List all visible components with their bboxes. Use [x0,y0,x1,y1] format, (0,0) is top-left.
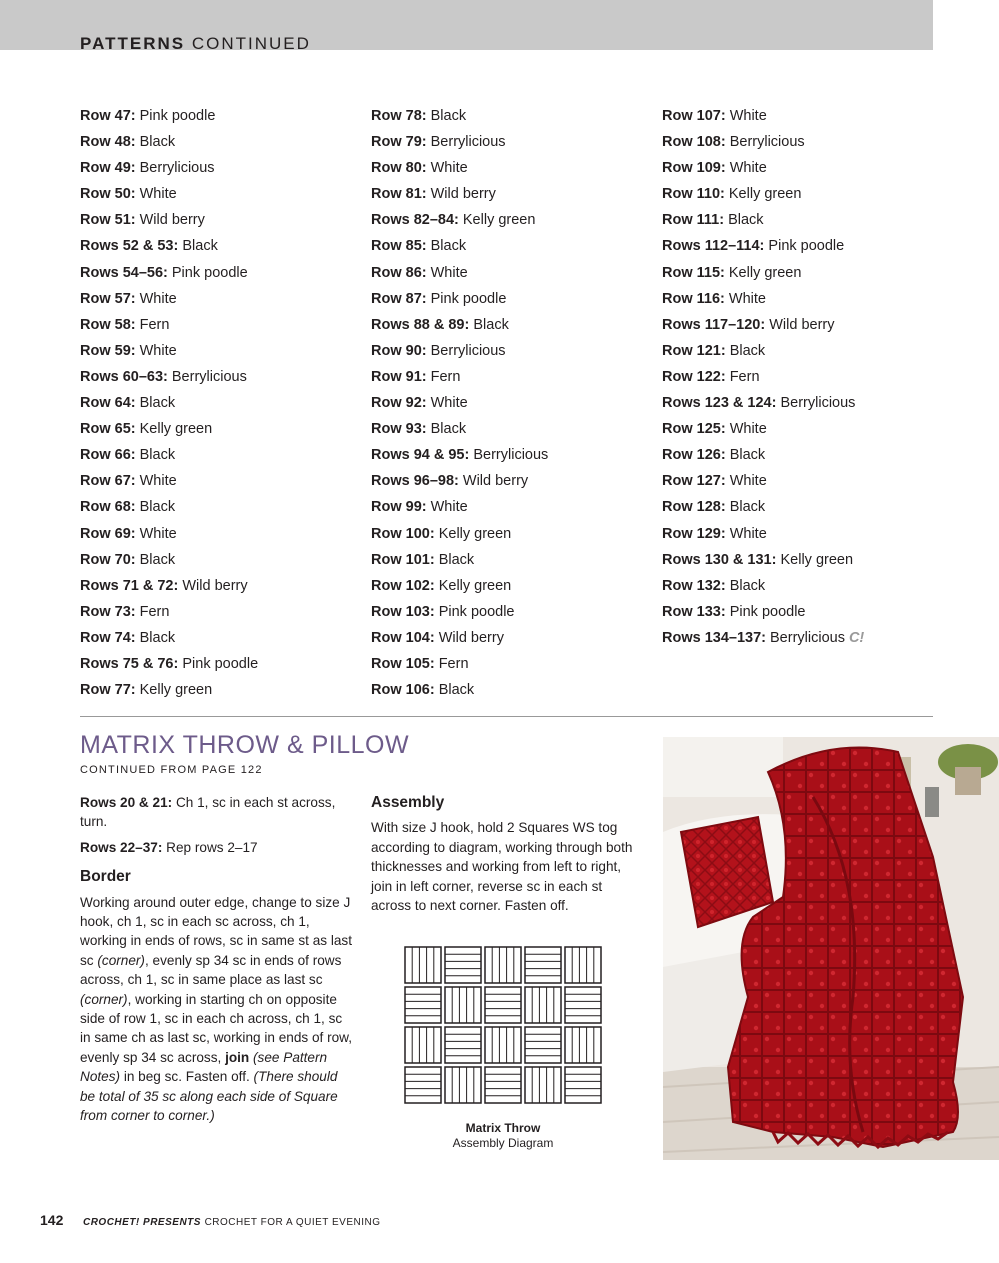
row-color-item [371,210,651,236]
row-color-item [371,263,651,289]
row-color: Berrylicious [171,368,247,385]
footer-book-title: CROCHET FOR A QUIET EVENING [204,1217,381,1228]
row-color-item [662,263,942,289]
row-color-item [662,497,942,523]
row-label: Row 93: [371,421,427,438]
row-color: White [729,473,767,490]
row-label: Row 100: [371,525,435,542]
diagram-square [405,987,441,1023]
border-text: Working around outer edge, change to size J hook, ch 1, sc in each sc across, ch 1, working in ends of rows, sc in same st as last sc (corner), evenly sp 34 sc in ends of rows across, ch 1, sc in same place as last sc (corner), working in starting ch on opposite side of row 1, sc in each ch across, ch 1, sc in same ch as last sc, working in ends of row, evenly sp 34 sc across, join (see Pattern Notes) in beg sc. Fasten off. (There should be total of 35 sc along each side of Square from corner to corner.) [80,894,352,1124]
row-label: Rows 75 & 76: [80,655,179,672]
row-color-item [80,497,360,523]
row-color: Pink poodle [768,238,845,255]
assembly-text: With size J hook, hold 2 Squares WS tog according to diagram, working through both thicknesses and working from left to right, join in left corner, reverse sc in each st across to next corner. Fasten off. [371,820,633,914]
row-label: Row 106: [371,682,435,699]
assembly-diagram [402,944,604,1106]
row-color-item [371,236,651,262]
row-label: Row 87: [371,290,427,307]
assembly-heading: Assembly [371,794,445,811]
row-color: Black [728,212,764,229]
row-label: Row 109: [662,160,726,177]
diagram-square [525,1027,561,1063]
row-color: Black [729,447,766,464]
row-label: Row 102: [371,577,435,594]
row-color: White [139,473,177,490]
row-color-item [371,106,651,132]
row-color-item [371,602,651,628]
row-color: Fern [430,368,461,385]
row-label: Row 69: [80,525,136,542]
throw-and-pillow-photo [663,737,999,1160]
row-color: Black [438,551,475,568]
row-color: Kelly green [139,682,213,699]
row-label: Row 74: [80,629,136,646]
row-color: Black [438,682,475,699]
row-label: Row 58: [80,316,136,333]
diagram-square [405,947,441,983]
row-color: Black [430,238,467,255]
row-color-item [80,158,360,184]
row-color-item [80,341,360,367]
row-color: White [139,342,177,359]
row-color: White [430,160,468,177]
section-divider [80,716,933,717]
page-footer [40,1212,381,1228]
border-heading: Border [80,868,131,886]
diagram-square [485,987,521,1023]
row-color-item [662,158,942,184]
row-label: Row 59: [80,342,136,359]
diagram-square [565,1067,601,1103]
diagram-square [445,1027,481,1063]
row-color-item [80,367,360,393]
row-color: Wild berry [139,212,205,229]
row-color: Pink poodle [430,290,507,307]
row-color: Black [729,577,766,594]
row-color: Black [139,395,176,412]
row-label: Rows 134–137: [662,629,766,646]
row-color: Black [729,499,766,516]
row-label: Rows 130 & 131: [662,551,777,568]
row-color: Berrylicious [139,160,215,177]
row-color-item [80,654,360,680]
row-color: Wild berry [430,186,496,203]
diagram-square [405,1027,441,1063]
row-color: Wild berry [182,577,248,594]
row-color-item [371,315,651,341]
row-label: Row 47: [80,108,136,124]
row-label: Rows 88 & 89: [371,316,470,333]
row-label: Row 51: [80,212,136,229]
row-color: Black [139,134,176,151]
row-color-item [662,184,942,210]
row-label: Row 103: [371,603,435,620]
row-color: Wild berry [769,316,835,333]
rows-20-21 [80,793,355,832]
row-color: Berrylicious [430,134,506,151]
row-label: Rows 96–98: [371,473,459,490]
section-title: MATRIX THROW & PILLOW [80,731,410,759]
row-color: Berrylicious [729,134,805,151]
diagram-square [485,1027,521,1063]
row-label: Rows 60–63: [80,368,168,385]
row-color-item [371,158,651,184]
row-color-item [80,680,360,706]
row-color-item [371,550,651,576]
row-color: White [729,160,767,177]
row-color-item [662,576,942,602]
row-color: Wild berry [438,629,504,646]
row-color-item [371,419,651,445]
row-color-item [371,367,651,393]
row-color-item [371,132,651,158]
row-color-item [80,602,360,628]
row-label: Row 79: [371,134,427,151]
row-color-item [371,471,651,497]
row-label: Row 132: [662,577,726,594]
diagram-square [565,1027,601,1063]
diagram-square [525,987,561,1023]
row-label: Row 122: [662,368,726,385]
row-label: Row 125: [662,421,726,438]
row-label: Row 91: [371,368,427,385]
row-label: Row 85: [371,238,427,255]
row-color-item [371,393,651,419]
row-label: Row 110: [662,186,725,203]
row-color: White [430,499,468,516]
row-label: Rows 117–120: [662,316,766,333]
row-color-item [662,524,942,550]
page-number: 142 [40,1212,64,1228]
row-color: Kelly green [728,264,802,281]
row-color-item [80,471,360,497]
row-color-item [371,184,651,210]
row-color: Black [729,342,766,359]
row-label: Row 104: [371,629,435,646]
row-label: Rows 52 & 53: [80,238,179,255]
row-label: Rows 112–114: [662,238,765,255]
row-color: Pink poodle [182,655,259,672]
row-color-item [662,550,942,576]
row-color: Fern [729,368,760,385]
row-color-item [80,263,360,289]
row-color-item [80,445,360,471]
row-label: Row 128: [662,499,726,516]
diagram-square [445,947,481,983]
diagram-square [485,1067,521,1103]
row-label: Row 57: [80,290,136,307]
row-label: Row 86: [371,264,427,281]
row-color-item [80,132,360,158]
row-color: White [139,186,177,203]
row-label: Rows 54–56: [80,264,168,281]
diagram-caption: Assembly Diagram [452,1136,554,1150]
row-color-item [662,341,942,367]
header-title-bold: PATTERNS [80,34,186,53]
rows-20-21-label: Rows 20 & 21: [80,795,173,810]
row-color-item [80,106,360,132]
row-color: Kelly green [728,186,802,203]
row-color: Black [139,629,176,646]
row-color: Pink poodle [438,603,515,620]
row-color: Pink poodle [729,603,806,620]
row-color-item [662,315,942,341]
row-color-item [662,106,942,132]
end-mark-icon: C! [848,629,865,646]
row-color-item [80,184,360,210]
row-label: Row 90: [371,342,427,359]
footer-brand: CROCHET! PRESENTS [82,1217,201,1228]
row-color-item [80,210,360,236]
row-label: Row 70: [80,551,136,568]
row-color: White [729,525,767,542]
row-color-item [80,315,360,341]
row-color-item [371,680,651,706]
row-label: Row 126: [662,447,726,464]
row-label: Rows 123 & 124: [662,395,777,412]
row-color: White [139,525,177,542]
row-label: Row 99: [371,499,427,516]
row-color: Wild berry [462,473,529,490]
row-color: White [729,108,767,124]
row-color: Pink poodle [139,108,216,124]
row-color: Kelly green [462,212,536,229]
row-label: Row 50: [80,186,136,203]
row-label: Row 80: [371,160,427,177]
row-color-item [662,393,942,419]
header-title-rest: CONTINUED [191,34,311,53]
diagram-square [525,1067,561,1103]
row-color: Pink poodle [171,264,248,281]
diagram-square [405,1067,441,1103]
row-color-item [80,550,360,576]
row-label: Row 77: [80,682,136,699]
row-label: Row 133: [662,603,726,620]
row-color: Black [139,499,176,516]
row-column-3 [662,106,942,654]
row-color: Black [182,238,218,255]
row-color: Berrylicious [780,395,856,412]
row-label: Rows 71 & 72: [80,577,179,594]
row-color: White [430,395,468,412]
diagram-square [565,987,601,1023]
row-color: Berrylicious [473,447,549,464]
row-column-1 [80,106,360,706]
row-color-item [662,289,942,315]
row-color-item [80,419,360,445]
row-label: Row 49: [80,160,136,177]
row-label: Row 127: [662,473,726,490]
row-color: Kelly green [139,421,213,438]
row-color: Black [139,551,176,568]
row-color-item [662,132,942,158]
rows-22-37-label: Rows 22–37: [80,839,163,855]
row-color: Black [430,108,467,124]
diagram-square [565,947,601,983]
diagram-square [525,947,561,983]
row-label: Row 78: [371,108,427,124]
row-color: Berrylicious [430,342,506,359]
row-color-item [371,654,651,680]
row-color-item [371,497,651,523]
row-label: Row 129: [662,525,726,542]
row-color: Black [139,447,176,464]
row-color-item [662,210,942,236]
instructions-left [80,793,355,1132]
row-color-item [662,419,942,445]
row-color: Berrylicious [770,629,845,646]
row-label: Row 92: [371,395,427,412]
row-color-item [662,628,942,654]
row-color-item [662,367,942,393]
row-label: Row 73: [80,603,136,620]
instructions-middle [371,793,636,915]
row-color: Kelly green [438,577,512,594]
row-color-item [80,393,360,419]
diagram-square [445,1067,481,1103]
row-label: Row 108: [662,134,726,151]
row-color-item [662,445,942,471]
rows-22-37-text: Rep rows 2–17 [166,839,258,855]
row-color-item [80,289,360,315]
row-color-item [371,628,651,654]
row-color-item [371,524,651,550]
row-color-item [371,445,651,471]
row-label: Row 67: [80,473,136,490]
diagram-square [485,947,521,983]
row-color: White [728,290,766,307]
row-label: Row 65: [80,421,136,438]
row-label: Row 81: [371,186,427,203]
section-subtitle: CONTINUED FROM PAGE 122 [80,764,263,776]
row-label: Row 107: [662,108,726,124]
row-color-item [662,602,942,628]
row-color: Kelly green [438,525,512,542]
row-color: Fern [139,316,170,333]
row-label: Rows 82–84: [371,212,459,229]
row-color: Fern [438,655,469,672]
row-color: White [430,264,468,281]
row-color: Kelly green [780,551,854,568]
row-column-2 [371,106,651,706]
row-label: Rows 94 & 95: [371,447,470,464]
row-color: White [729,421,767,438]
row-label: Row 111: [662,212,725,229]
row-label: Row 116: [662,290,725,307]
diagram-square [445,987,481,1023]
row-color-item [80,576,360,602]
row-color-item [371,289,651,315]
page-header-title [80,34,311,54]
row-label: Row 64: [80,395,136,412]
row-label: Row 68: [80,499,136,516]
row-color: Fern [139,603,170,620]
row-color: Black [430,421,467,438]
row-color-item [80,524,360,550]
row-color-item [371,341,651,367]
row-color: White [139,290,177,307]
rows-22-37 [80,838,355,857]
row-label: Row 115: [662,264,725,281]
row-color: Black [473,316,509,333]
row-color-item [371,576,651,602]
row-color-item [80,628,360,654]
row-color-item [662,471,942,497]
row-label: Row 66: [80,447,136,464]
rows-20-21-text: Ch 1, sc in each st across, turn. [80,795,336,830]
diagram-caption-title: Matrix Throw [465,1121,541,1135]
row-label: Row 121: [662,342,726,359]
row-color-item [662,236,942,262]
row-color-item [80,236,360,262]
row-label: Row 48: [80,134,136,151]
row-label: Row 101: [371,551,435,568]
row-label: Row 105: [371,655,435,672]
